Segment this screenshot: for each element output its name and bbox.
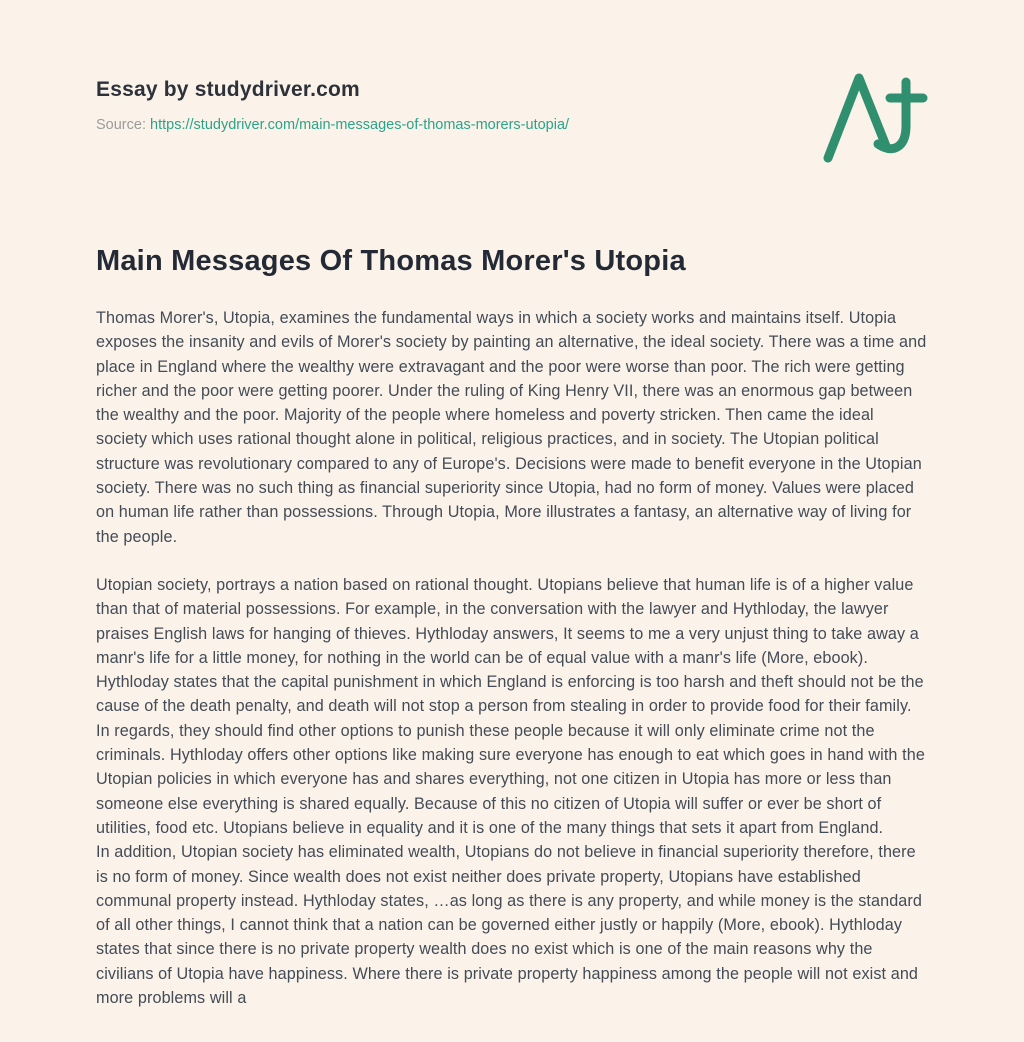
essay-body [96, 306, 929, 1010]
essay-paragraph: Utopian society, portrays a nation based on rational thought. Utopians believe that human life is of a higher value than that of material possessions. For example, in the conversation with the lawyer and Hythloday, the lawyer praises English laws for hanging of thieves. Hythloday answers, It seems to me a very unjust thing to take away a manr's life for a little money, for nothing in the world can be of equal value with a manr's life (More, ebook). Hythloday states that the capital punishment in which England is enforcing is too harsh and theft should not be the cause of the death penalty, and death will not stop a person from stealing in order to provide food for their family. In regards, they should find other options to punish these people because it will only eliminate crime not the criminals. Hythloday offers other options like making sure everyone has enough to eat which goes in hand with the Utopian policies in which everyone has and shares everything, not one citizen in Utopia has more or less than someone else everything is shared equally. Because of this no citizen of Utopia will suffer or ever be short of utilities, food etc. Utopians believe in equality and it is one of the many things that sets it apart from England. [96, 575, 925, 837]
source-url-link[interactable]: https://studydriver.com/main-messages-of-thomas-morers-utopia/ [150, 117, 570, 133]
source-label: Source: [96, 117, 146, 133]
essay-paragraph: In addition, Utopian society has eliminated wealth, Utopians do not believe in financial superiority therefore, there is no form of money. Since wealth does not exist neither does private property, Utopians have established communal property instead. Hythloday states, …as long as there is any property, and while money is the standard of all other things, I cannot think that a nation can be governed either justly or happily (More, ebook). Hythloday states that since there is no private property wealth does no exist which is one of the main reasons why the civilians of Utopia have happiness. Where there is private property happiness among the people will not exist and more problems will a [96, 843, 922, 1008]
page-title: Main Messages Of Thomas Morer's Utopia [96, 245, 686, 277]
essay-paragraph: Thomas Morer's, Utopia, examines the fundamental ways in which a society works and maintains itself. Utopia exposes the insanity and evils of Morer's society by painting an alternative, the ideal society. There was a time and place in England where the wealthy were extravagant and the poor were worse than poor. The rich were getting richer and the poor were getting poorer. Under the ruling of King Henry VII, there was an enormous gap between the wealthy and the poor. Majority of the people where homeless and poverty stricken. Then came the ideal society which uses rational thought alone in political, religious practices, and in society. The Utopian political structure was revolutionary compared to any of Europe's. Decisions were made to benefit everyone in the Utopian society. There was no such thing as financial superiority since Utopia, had no form of money. Values were placed on human life rather than possessions. Through Utopia, More illustrates a fantasy, an alternative way of living for the people. [96, 309, 927, 546]
source-line [96, 117, 929, 133]
essay-byline: Essay by studydriver.com [96, 78, 360, 101]
